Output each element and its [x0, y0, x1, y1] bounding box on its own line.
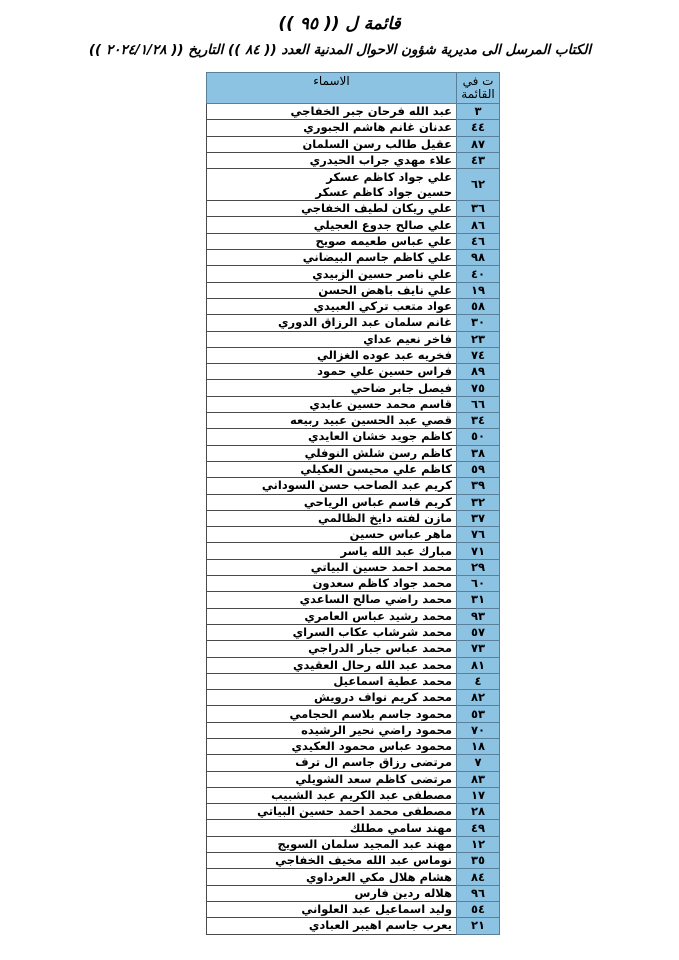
row-name: عقيل طالب رسن السلمان: [207, 136, 457, 152]
table-row: [207, 136, 500, 152]
row-number: ٥٩: [457, 461, 500, 477]
row-name: مازن لفته دايخ الظالمي: [207, 510, 457, 526]
column-header-names: الاسماء: [207, 73, 457, 104]
table-row: [207, 331, 500, 347]
row-name: عدنان غانم هاشم الجبوري: [207, 120, 457, 136]
row-name: هشام هلال مكي العرداوي: [207, 869, 457, 885]
row-number: ٥٧: [457, 624, 500, 640]
table-row: [207, 608, 500, 624]
table-row: [207, 722, 500, 738]
row-number: ٤٦: [457, 233, 500, 249]
table-row: [207, 771, 500, 787]
row-name: مهند سامي مطلك: [207, 820, 457, 836]
row-name: علاء مهدي جراب الحيدري: [207, 152, 457, 168]
row-number: ٤٩: [457, 820, 500, 836]
row-name: محمد كريم نواف درويش: [207, 690, 457, 706]
row-number: ٤٣: [457, 152, 500, 168]
table-row: [207, 738, 500, 754]
row-name: محمد عطية اسماعيل: [207, 673, 457, 689]
row-number: ٢٩: [457, 559, 500, 575]
table-row: [207, 494, 500, 510]
row-name: كريم عبد الصاحب حسن السوداني: [207, 478, 457, 494]
row-number: ٣٦: [457, 201, 500, 217]
table-row: [207, 918, 500, 934]
row-number: ٥٣: [457, 706, 500, 722]
row-number: ٣٨: [457, 445, 500, 461]
table-row: [207, 201, 500, 217]
table-row: [207, 364, 500, 380]
row-number: ١٨: [457, 738, 500, 754]
row-number: ٥٤: [457, 901, 500, 917]
table-row: [207, 510, 500, 526]
table-row: [207, 217, 500, 233]
row-name: مبارك عبد الله ياسر: [207, 543, 457, 559]
row-name: كاظم جويد خشان العايدي: [207, 429, 457, 445]
row-name: عواد متعب تركي العبيدي: [207, 298, 457, 314]
table-row: [207, 690, 500, 706]
row-name: كاظم علي محيسن العكيلي: [207, 461, 457, 477]
table-row: [207, 787, 500, 803]
table-row: [207, 298, 500, 314]
row-number: ٥٠: [457, 429, 500, 445]
row-number: ٦٠: [457, 576, 500, 592]
table-row: [207, 233, 500, 249]
table-row: [207, 641, 500, 657]
row-number: ٨٦: [457, 217, 500, 233]
table-row: [207, 396, 500, 412]
table-row: [207, 755, 500, 771]
table-row: [207, 266, 500, 282]
table-row: [207, 315, 500, 331]
table-row: [207, 836, 500, 852]
row-number: ٣: [457, 104, 500, 120]
row-number: ٤٤: [457, 120, 500, 136]
table-row: [207, 152, 500, 168]
table-row: [207, 478, 500, 494]
row-number: ٧: [457, 755, 500, 771]
row-name: وليد اسماعيل عبد العلواني: [207, 901, 457, 917]
table-row: [207, 885, 500, 901]
row-name: فراس حسين علي حمود: [207, 364, 457, 380]
row-name: محمد احمد حسين البياتي: [207, 559, 457, 575]
row-name: كريم قاسم عباس الرياحي: [207, 494, 457, 510]
row-name: علي ريكان لطيف الخفاجي: [207, 201, 457, 217]
row-name: مصطفى محمد احمد حسين البياتي: [207, 804, 457, 820]
row-name: مرتضى رزاق جاسم ال ترف: [207, 755, 457, 771]
table-row: [207, 347, 500, 363]
row-name: ماهر عباس حسين: [207, 527, 457, 543]
row-number: ٦٢: [457, 169, 500, 201]
row-name-line: علي جواد كاظم عسكر: [326, 169, 452, 184]
table-row: [207, 429, 500, 445]
row-name: نوماس عبد الله مخيف الخفاجي: [207, 853, 457, 869]
row-name: يعرب جاسم اهيبر العبادي: [207, 918, 457, 934]
row-number: ٨١: [457, 657, 500, 673]
row-number: ٣٧: [457, 510, 500, 526]
row-number: ٨٢: [457, 690, 500, 706]
row-name: علي كاظم جاسم البيضاني: [207, 250, 457, 266]
row-name: محمود راضي نحير الرشيده: [207, 722, 457, 738]
table-row: [207, 820, 500, 836]
row-number: ٩٨: [457, 250, 500, 266]
row-number: ٨٩: [457, 364, 500, 380]
row-name: هلاله ردين فارس: [207, 885, 457, 901]
row-number: ٢٨: [457, 804, 500, 820]
column-header-number: ت في القائمة: [457, 73, 500, 104]
table-header-row: [207, 73, 500, 104]
row-name: علي صالح جدوع العجيلي: [207, 217, 457, 233]
row-name: قاسم محمد حسين عابدي: [207, 396, 457, 412]
table-row: [207, 282, 500, 298]
row-number: ٨٧: [457, 136, 500, 152]
row-name: محمد رشيد عباس العامري: [207, 608, 457, 624]
row-number: ٨٤: [457, 869, 500, 885]
row-name: عبد الله فرحان جبر الخفاجي: [207, 104, 457, 120]
row-name: محمد عباس جبار الدراجي: [207, 641, 457, 657]
table-row: [207, 445, 500, 461]
table-row: [207, 576, 500, 592]
table-row: [207, 559, 500, 575]
row-number: ٤: [457, 673, 500, 689]
names-table: [206, 72, 500, 935]
table-row: [207, 673, 500, 689]
row-number: ٢٣: [457, 331, 500, 347]
table-row: [207, 169, 500, 201]
row-number: ٩٣: [457, 608, 500, 624]
row-number: ٣٥: [457, 853, 500, 869]
row-name: علي عباس طعيمه صويح: [207, 233, 457, 249]
row-name: محمد جواد كاظم سعدون: [207, 576, 457, 592]
row-number: ٥٨: [457, 298, 500, 314]
row-number: ٣٩: [457, 478, 500, 494]
table-row: [207, 706, 500, 722]
row-number: ٤٠: [457, 266, 500, 282]
letter-reference: الكتاب المرسل الى مديرية شؤون الاحوال المدنية العدد (( ٨٤ )) التاريخ (( ٢٠٢٤/١/٢٨ )): [88, 42, 592, 58]
row-number: ١٧: [457, 787, 500, 803]
table-row: [207, 869, 500, 885]
row-name: مصطفى عبد الكريم عبد الشبيب: [207, 787, 457, 803]
row-name: محمد شرشاب عكاب السراي: [207, 624, 457, 640]
table-row: [207, 120, 500, 136]
row-number: ٧٤: [457, 347, 500, 363]
row-number: ٣٠: [457, 315, 500, 331]
row-name: فيصل جابر ضاحي: [207, 380, 457, 396]
table-row: [207, 380, 500, 396]
row-name: مرتضى كاظم سعد الشويلي: [207, 771, 457, 787]
row-number: ٧٦: [457, 527, 500, 543]
row-number: ٦٦: [457, 396, 500, 412]
table-row: [207, 250, 500, 266]
row-name: علي ناصر حسين الزبيدي: [207, 266, 457, 282]
row-number: ٧٣: [457, 641, 500, 657]
table-row: [207, 901, 500, 917]
row-number: ٧٥: [457, 380, 500, 396]
row-number: ١٢: [457, 836, 500, 852]
row-number: ٩٦: [457, 885, 500, 901]
list-title: قائمة ل (( ٩٥ )): [278, 14, 401, 34]
row-name: قصي عبد الحسين عبيد ربيعه: [207, 413, 457, 429]
row-name: فخريه عبد عوده الغزالي: [207, 347, 457, 363]
row-name: علي نايف باهض الحسن: [207, 282, 457, 298]
table-row: [207, 543, 500, 559]
row-number: ٣١: [457, 592, 500, 608]
row-name-line: حسين جواد كاظم عسكر: [315, 184, 452, 199]
table-row: [207, 527, 500, 543]
table-row: [207, 624, 500, 640]
row-number: ٨٣: [457, 771, 500, 787]
row-number: ٧١: [457, 543, 500, 559]
row-name: فاخر نعيم عداي: [207, 331, 457, 347]
row-name: محمود عباس محمود العكيدي: [207, 738, 457, 754]
row-name: مهند عبد المجيد سلمان السويج: [207, 836, 457, 852]
row-number: ٣٤: [457, 413, 500, 429]
row-name: محمد راضي صالح الساعدي: [207, 592, 457, 608]
row-name: غانم سلمان عبد الرزاق الدوري: [207, 315, 457, 331]
row-number: ٧٠: [457, 722, 500, 738]
table-row: [207, 461, 500, 477]
table-row: [207, 413, 500, 429]
row-number: ٢١: [457, 918, 500, 934]
row-name: [207, 169, 457, 201]
row-number: ١٩: [457, 282, 500, 298]
row-name: محمد عبد الله رحال العقيدي: [207, 657, 457, 673]
row-number: ٣٢: [457, 494, 500, 510]
row-name: كاظم رسن شلش النوفلي: [207, 445, 457, 461]
row-name: محمود جاسم بلاسم الحجامي: [207, 706, 457, 722]
table-row: [207, 592, 500, 608]
table-row: [207, 657, 500, 673]
table-row: [207, 853, 500, 869]
table-row: [207, 804, 500, 820]
table-row: [207, 104, 500, 120]
